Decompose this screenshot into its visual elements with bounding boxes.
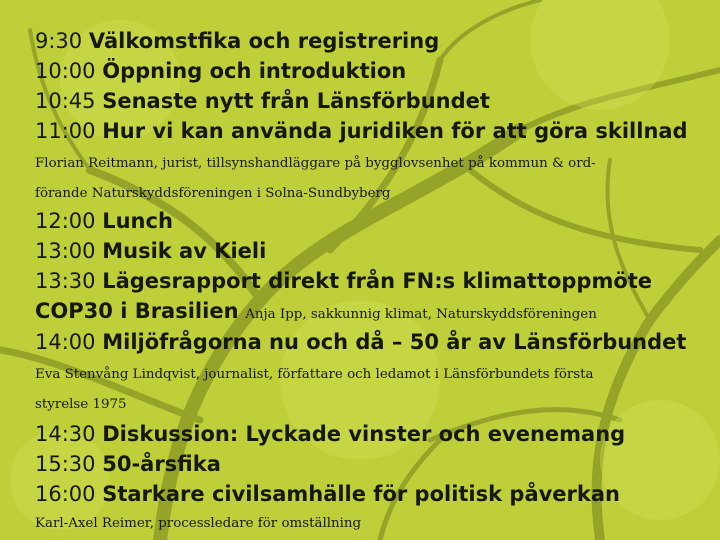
item-title: Hur vi kan använda juridiken för att göra skillnad [102, 119, 688, 143]
item-title: 50-årsfika [102, 452, 221, 476]
schedule-item [35, 329, 686, 355]
speaker-info: Florian Reitmann, jurist, tillsynshandläggare på bygglovsenhet på kommun & ord- [35, 156, 596, 171]
item-title: Musik av Kieli [102, 239, 267, 263]
schedule-item [35, 88, 490, 114]
item-title: Lägesrapport direkt från FN:s klimattoppmöte [102, 269, 653, 293]
item-time: 9:30 [35, 29, 83, 53]
item-time: 15:30 [35, 452, 96, 476]
item-title: Diskussion: Lyckade vinster och evenemang [102, 422, 626, 446]
schedule-item [35, 268, 652, 294]
schedule-item-continued [35, 298, 597, 328]
item-title: Lunch [102, 209, 173, 233]
item-title: Välkomstfika och registrering [88, 29, 440, 53]
schedule-item [35, 208, 173, 234]
speaker-info: Anja Ipp, sakkunnig klimat, Naturskyddsföreningen [245, 307, 597, 322]
speaker-info: styrelse 1975 [35, 397, 127, 412]
item-title: Senaste nytt från Länsförbundet [102, 89, 490, 113]
item-title: Öppning och introduktion [102, 59, 407, 83]
schedule-item [35, 28, 439, 54]
speaker-info: Karl-Axel Reimer, processledare för omställning [35, 516, 362, 531]
item-time: 16:00 [35, 482, 96, 506]
speaker-info: förande Naturskyddsföreningen i Solna-Sundbyberg [35, 186, 391, 201]
item-time: 13:30 [35, 269, 96, 293]
item-time: 13:00 [35, 239, 96, 263]
item-time: 11:00 [35, 119, 96, 143]
item-time: 14:00 [35, 330, 96, 354]
item-title: Starkare civilsamhälle för politisk påverkan [102, 482, 620, 506]
schedule-item [35, 481, 620, 507]
speaker-info: Eva Stenvång Lindqvist, journalist, författare och ledamot i Länsförbundets första [35, 367, 594, 382]
item-time: 10:45 [35, 89, 96, 113]
item-title: Miljöfrågorna nu och då – 50 år av Länsförbundet [102, 330, 687, 354]
item-time: 10:00 [35, 59, 96, 83]
schedule-item [35, 58, 406, 84]
schedule-item [35, 451, 221, 477]
schedule-item [35, 118, 688, 144]
item-time: 14:30 [35, 422, 96, 446]
schedule-item [35, 238, 266, 264]
item-time: 12:00 [35, 209, 96, 233]
item-title-continued: COP30 i Brasilien [35, 299, 239, 323]
schedule-item [35, 421, 625, 447]
